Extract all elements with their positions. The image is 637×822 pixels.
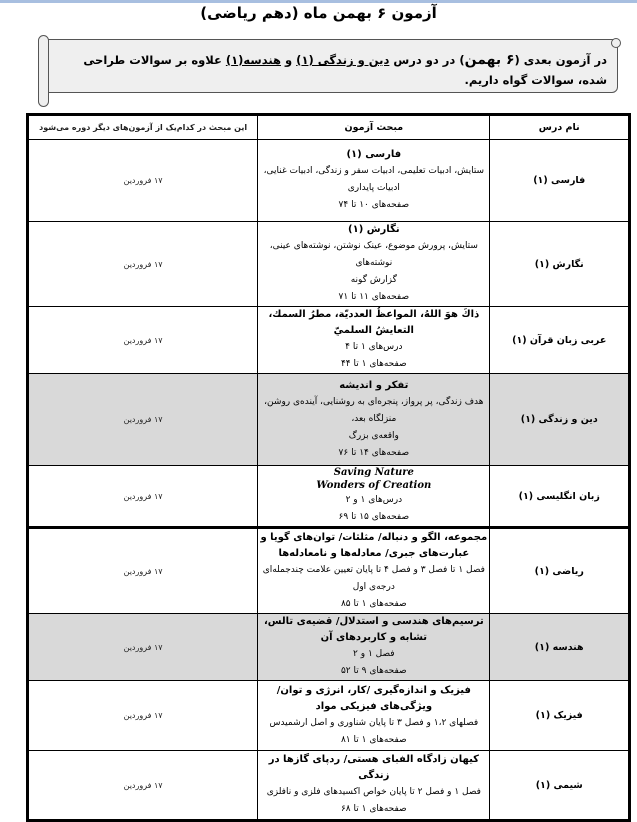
table-row [28,307,630,374]
subject-topic [258,222,490,307]
review-date: ۱۷ فروردین [28,307,258,374]
notice-subject: هندسه(۱) [225,53,282,67]
header-topic: مبحث آزمون [258,115,490,140]
subject-name: نگارش (۱) [490,222,630,307]
subject-topic [258,614,490,681]
topic-heading: نگارش (۱) [348,224,400,235]
topic-line: صفحه‌های ۱۴ تا ۷۶ [338,447,410,458]
header-name: نام درس [490,115,630,140]
scroll-roll-icon [38,35,49,107]
notice-body [46,39,618,93]
topic-heading: کیهان زادگاه الفبای هستی/ ردپای گازها در زندگی [268,754,479,781]
subject-name: فیزیک (۱) [490,681,630,751]
topic-line: واقعه‌ی بزرگ [348,430,399,441]
topic-heading: فارسی (۱) [346,149,402,160]
subject-topic [258,140,490,222]
subject-topic [258,374,490,466]
table-row [28,681,630,751]
subject-name: فارسی (۱) [490,140,630,222]
subject-name: زبان انگلیسی (۱) [490,466,630,528]
topic-heading: فیزیک و اندازه‌گیری /کار، انرژی و توان/ ویژگی‌های فیزیکی مواد [276,684,471,712]
review-date: ۱۷ فروردین [28,466,258,528]
subject-topic [258,681,490,751]
table-row [28,751,630,821]
topic-line: فصل ۱ تا فصل ۳ و فصل ۴ تا پایان تعیین علامت چندجمله‌ای [262,564,485,575]
topic-line: صفحه‌های ۱ تا ۸۵ [340,598,407,609]
topic-line: درس‌های ۱ و ۲ [345,495,403,505]
review-date: ۱۷ فروردین [28,140,258,222]
notice-part: علاوه بر سوالات طراحی شده، سوالات گواه داریم. [83,53,607,87]
table-header-row [28,115,630,140]
topic-line: صفحه‌های ۱ تا ۴۴ [340,359,407,369]
topic-line: گزارش گونه [350,275,397,285]
topic-english-title: Wonders of Creation [316,480,432,491]
topic-line: صفحه‌های ۱ تا ۸۱ [340,734,407,745]
topic-line: فصلهای ۱،۲ و فصل ۳ تا پایان شناوری و اصل ارشمیدس [269,717,479,728]
topic-line: فصل ۱ و ۲ [353,649,395,659]
topic-line: ستایش، ادبیات تعلیمی، ادبیات سفر و زندگی، ادبیات غنایی، [263,166,485,176]
header-other: این مبحث در کدام‌یک از آزمون‌های دیگر دوره می‌شود [28,115,258,140]
notice-text [61,50,607,90]
table-row [28,466,630,528]
table-row [28,140,630,222]
exam-schedule-table [26,113,631,822]
topic-heading: مجموعه، الگو و دنباله/ مثلثات/ توان‌های گویا و عبارت‌های جبری/ معادله‌ها و نامعادله‌ها [260,531,488,559]
topic-line: هدف زندگی، پر پرواز، پنجره‌ای به روشنایی، آینده‌ی روشن، [264,396,484,407]
subject-topic [258,751,490,821]
topic-line: صفحه‌های ۱۱ تا ۷۱ [338,292,410,302]
subject-topic [258,528,490,614]
notice-date: ۶ بهمن [464,52,515,68]
subject-topic [258,307,490,374]
topic-line: صفحه‌های ۱۵ تا ۶۹ [338,512,410,522]
table-row [28,222,630,307]
topic-heading: تفکر و اندیشه [339,379,409,391]
notice-part: ) در دو درس [389,53,465,67]
topic-line: صفحه‌های ۱۰ تا ۷۴ [338,200,410,210]
topic-line: ستایش، پرورش موضوع، عینک نوشتن، نوشته‌های عینی، نوشته‌های [269,241,478,268]
scroll-curl-icon [611,38,621,48]
table-row [28,614,630,681]
topic-line: درجه‌ی اول [352,581,395,592]
topic-line: فصل ۱ و فصل ۲ تا پایان خواص اکسیدهای فلزی و نافلزی [266,787,481,797]
top-border [0,0,637,3]
subject-name: شیمی (۱) [490,751,630,821]
topic-heading: ترسیم‌های هندسی و استدلال/ قضیه‌ی تالس، تشابه و کاربردهای آن [263,616,484,643]
notice-part: و [281,53,297,67]
review-date: ۱۷ فروردین [28,614,258,681]
review-date: ۱۷ فروردین [28,528,258,614]
subject-name: ریاضی (۱) [490,528,630,614]
subject-topic [258,466,490,528]
topic-line: صفحه‌های ۱ تا ۶۸ [340,804,407,814]
topic-heading: ذاكَ هوَ اللهُ، المواعظُ العدديّة، مطرُ السمك، التعايشُ السلميّ [268,309,480,336]
notice-banner [38,35,618,99]
review-date: ۱۷ فروردین [28,222,258,307]
review-date: ۱۷ فروردین [28,751,258,821]
topic-line: ادبیات پایداری [347,183,400,193]
topic-line: صفحه‌های ۹ تا ۵۲ [340,666,407,676]
subject-name: هندسه (۱) [490,614,630,681]
topic-line: درس‌های ۱ تا ۴ [345,342,403,352]
review-date: ۱۷ فروردین [28,681,258,751]
subject-name: عربی زبان قرآن (۱) [490,307,630,374]
page-title: آزمون ۶ بهمن ماه (دهم ریاضی) [200,4,437,22]
topic-line: منزلگاه بعد، [351,413,397,424]
table-row [28,374,630,466]
table-row [28,528,630,614]
topic-english-title: Saving Nature [333,467,414,478]
review-date: ۱۷ فروردین [28,374,258,466]
notice-subject: دین و زندگی (۱) [296,53,390,67]
subject-name: دین و زندگی (۱) [490,374,630,466]
notice-part: در آزمون بعدی ( [514,53,607,67]
